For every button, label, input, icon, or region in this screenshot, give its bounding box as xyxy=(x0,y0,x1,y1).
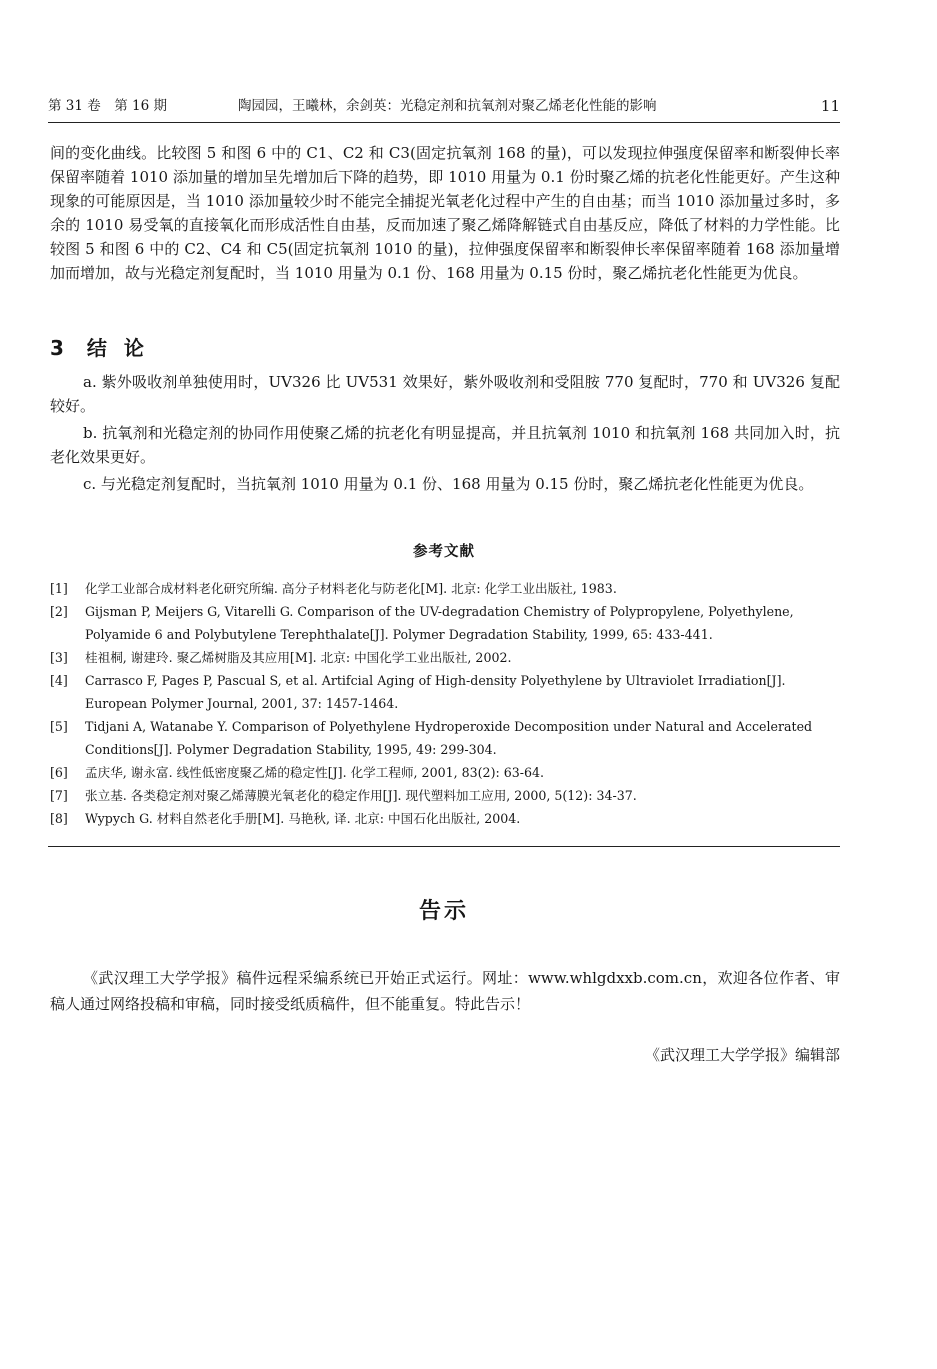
volume-issue: 第 31 卷 第 16 期 xyxy=(48,98,168,114)
section-heading-conclusion xyxy=(50,336,145,360)
page-number: 11 xyxy=(820,97,840,115)
reference-list xyxy=(50,577,840,830)
conclusion-item-c: c. 与光稳定剂复配时，当抗氧剂 1010 用量为 0.1 份、168 用量为 0.15 份时，聚乙烯抗老化性能更为优良。 xyxy=(83,475,814,493)
reference-number: [6] xyxy=(50,765,68,780)
running-title: 陶园园，王曦林，余剑英：光稳定剂和抗氧剂对聚乙烯老化性能的影响 xyxy=(238,98,657,114)
notice-paragraph: 《武汉理工大学学报》稿件远程采编系统已开始正式运行。网址：www.whlgdxxb.com.cn，欢迎各位作者、审稿人通过网络投稿和审稿，同时接受纸质稿件，但不能重复。特此告示！ xyxy=(50,969,840,1013)
body-continuation xyxy=(50,141,840,285)
reference-number: [8] xyxy=(50,811,68,826)
section-divider xyxy=(48,846,840,847)
notice-title: 告示 xyxy=(418,899,469,924)
conclusion-item-b: b. 抗氧剂和光稳定剂的协同作用使聚乙烯的抗老化有明显提高，并且抗氧剂 1010 和抗氧剂 168 共同加入时，抗老化效果更好。 xyxy=(50,424,840,466)
references-title: 参考文献 xyxy=(413,544,475,560)
body-paragraph: 间的变化曲线。比较图 5 和图 6 中的 C1、C2 和 C3(固定抗氧剂 168 的量)，可以发现拉伸强度保留率和断裂伸长率保留率随着 1010 添加量的增加呈先增加后下降的趋势，即 1010 用量为 0.1 份时聚乙烯的抗老化性能更好。产生这种现象的可能原因是，当 1010 添加量较少时不能完全捕捉光氧老化过程中产生的自由基；而当 1010 添加量过多时，多余的 1010 易受氧的直接氧化而形成活性自由基，反而加速了聚乙烯降解链式自由基反应，降低了材料的力学性能。比较图 5 和图 6 中的 C2、C4 和 C5(固定抗氧剂 1010 的量)，拉伸强度保留率和断裂伸长率保留率随着 168 添加量增加而增加，故与光稳定剂复配时，当 1010 用量为 0.1 份、168 用量为 0.15 份时，聚乙烯抗老化性能更为优良。 xyxy=(50,144,840,282)
reference-item xyxy=(50,761,840,784)
reference-item xyxy=(50,784,840,807)
reference-number: [2] xyxy=(50,604,68,619)
reference-item xyxy=(50,669,840,715)
reference-number: [1] xyxy=(50,581,68,596)
reference-number: [4] xyxy=(50,673,68,688)
reference-text: 张立基. 各类稳定剂对聚乙烯薄膜光氧老化的稳定作用[J]. 现代塑料加工应用, 2000, 5(12): 34-37. xyxy=(85,788,637,803)
reference-text: 化学工业部合成材料老化研究所编. 高分子材料老化与防老化[M]. 北京: 化学工业出版社, 1983. xyxy=(85,581,617,596)
reference-number: [5] xyxy=(50,719,68,734)
section-title-part2: 论 xyxy=(123,336,145,360)
notice-body xyxy=(50,965,840,1017)
conclusion-item-a: a. 紫外吸收剂单独使用时，UV326 比 UV531 效果好，紫外吸收剂和受阻胺 770 复配时，770 和 UV326 复配较好。 xyxy=(50,373,840,415)
running-header xyxy=(48,94,840,118)
reference-text: Gijsman P, Meijers G, Vitarelli G. Comparison of the UV-degradation Chemistry of Polypropylene, Polyethylene, Polyamide 6 and Polybutylene Terephthalate[J]. Polymer Degradation Stability, 1999, 65: 433-441. xyxy=(85,604,794,642)
reference-text: Wypych G. 材料自然老化手册[M]. 马艳秋, 译. 北京: 中国石化出版社, 2004. xyxy=(85,811,521,826)
reference-item xyxy=(50,577,840,600)
reference-item xyxy=(50,715,840,761)
section-title-part1: 结 xyxy=(86,336,108,360)
reference-item xyxy=(50,646,840,669)
header-divider xyxy=(48,122,840,123)
notice-signature: 《武汉理工大学学报》编辑部 xyxy=(644,1046,840,1064)
reference-text: 桂祖桐, 谢建玲. 聚乙烯树脂及其应用[M]. 北京: 中国化学工业出版社, 2002. xyxy=(85,650,512,665)
section-number: 3 xyxy=(50,336,65,360)
reference-text: 孟庆华, 谢永富. 线性低密度聚乙烯的稳定性[J]. 化学工程师, 2001, 83(2): 63-64. xyxy=(85,765,545,780)
reference-text: Carrasco F, Pages P, Pascual S, et al. Artifcial Aging of High-density Polyethylene by Ultraviolet Irradiation[J]. European Polymer Journal, 2001, 37: 1457-1464. xyxy=(85,673,786,711)
reference-item xyxy=(50,600,840,646)
reference-number: [3] xyxy=(50,650,68,665)
reference-item xyxy=(50,807,840,830)
reference-number: [7] xyxy=(50,788,68,803)
conclusion-list xyxy=(50,370,840,499)
reference-text: Tidjani A, Watanabe Y. Comparison of Polyethylene Hydroperoxide Decomposition under Natural and Accelerated Conditions[J]. Polymer Degradation Stability, 1995, 49: 299-304. xyxy=(85,719,813,757)
